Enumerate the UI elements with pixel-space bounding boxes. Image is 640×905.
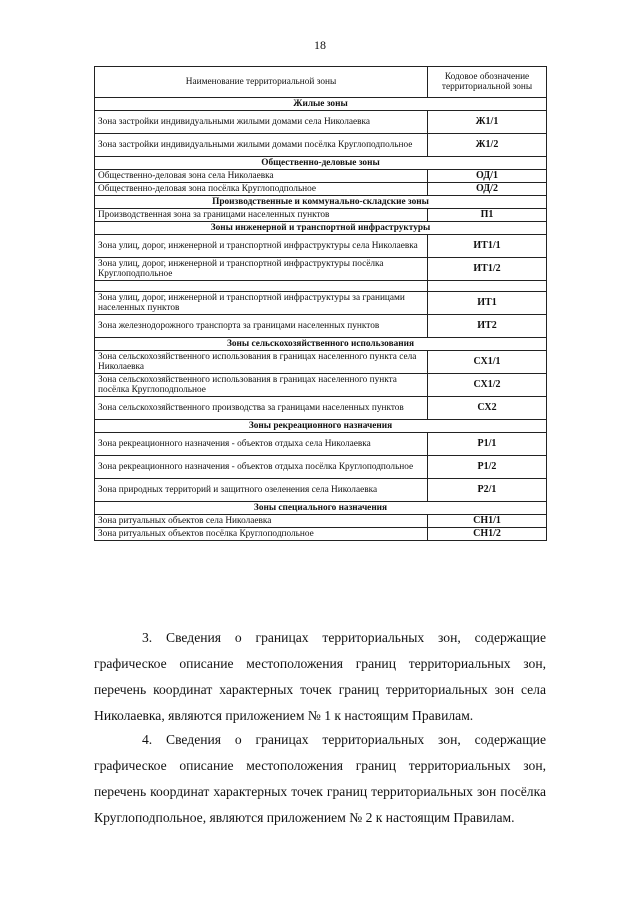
- group-title: Жилые зоны: [95, 98, 547, 111]
- zone-code: ИТ1/1: [428, 235, 547, 258]
- zone-name: Зона ритуальных объектов посёлка Круглоподпольное: [95, 528, 428, 541]
- header-zone-name: Наименование территориальной зоны: [95, 67, 428, 98]
- empty-row: [95, 281, 547, 292]
- zone-name: Зона сельскохозяйственного использования в границах населенного пункта посёлка Круглоподпольное: [95, 374, 428, 397]
- zone-code: СХ2: [428, 397, 547, 420]
- table-row: [95, 528, 547, 541]
- zone-name: Зона улиц, дорог, инженерной и транспортной инфраструктуры за границами населенных пунктов: [95, 292, 428, 315]
- table-row: [95, 374, 547, 397]
- zone-code: ОД/2: [428, 183, 547, 196]
- zone-name: Зона рекреационного назначения - объектов отдыха села Николаевка: [95, 433, 428, 456]
- zone-code: П1: [428, 209, 547, 222]
- zone-code: СХ1/1: [428, 351, 547, 374]
- table-row: [95, 111, 547, 134]
- page-number: 18: [314, 38, 326, 52]
- zone-code: ИТ2: [428, 315, 547, 338]
- group-row: [95, 502, 547, 515]
- table-row: [95, 183, 547, 196]
- group-row: [95, 196, 547, 209]
- table-row: [95, 433, 547, 456]
- zone-code: Р1/1: [428, 433, 547, 456]
- zone-code: ИТ1/2: [428, 258, 547, 281]
- zone-name: Производственная зона за границами населенных пунктов: [95, 209, 428, 222]
- zone-code: Ж1/1: [428, 111, 547, 134]
- zone-code: Р2/1: [428, 479, 547, 502]
- group-row: [95, 338, 547, 351]
- zone-code: ИТ1: [428, 292, 547, 315]
- paragraph-appendix-1: 3. Сведения о границах территориальных зон, содержащие графическое описание местоположения границ территориальных зон, перечень координат характерных точек границ территориальных зон села Николаевка, являются приложением № 1 к настоящим Правилам.: [94, 630, 546, 723]
- zone-name: Зона ритуальных объектов села Николаевка: [95, 515, 428, 528]
- table-row: [95, 209, 547, 222]
- group-title: Производственные и коммунально-складские зоны: [95, 196, 547, 209]
- zone-code: СХ1/2: [428, 374, 547, 397]
- zone-name: Зона сельскохозяйственного производства за границами населенных пунктов: [95, 397, 428, 420]
- zone-code: Р1/2: [428, 456, 547, 479]
- group-row: [95, 222, 547, 235]
- zone-code: СН1/2: [428, 528, 547, 541]
- header-zone-code: Кодовое обозначение территориальной зоны: [428, 67, 547, 98]
- empty-cell: [428, 281, 547, 292]
- group-title: Зоны инженерной и транспортной инфраструктуры: [95, 222, 547, 235]
- zone-name: Зона природных территорий и защитного озеленения села Николаевка: [95, 479, 428, 502]
- paragraph-appendix-2: 4. Сведения о границах территориальных зон, содержащие графическое описание местоположения границ территориальных зон, перечень координат характерных точек границ территориальных зон посёлка Круглоподпольное, являются приложением № 2 к настоящим Правилам.: [94, 732, 546, 825]
- group-title: Зоны специального назначения: [95, 502, 547, 515]
- table-row: [95, 456, 547, 479]
- zone-name: Зона сельскохозяйственного использования в границах населенного пункта села Николаевка: [95, 351, 428, 374]
- table-row: [95, 258, 547, 281]
- zone-name: Зона застройки индивидуальными жилыми домами посёлка Круглоподпольное: [95, 134, 428, 157]
- table-header-row: [95, 67, 547, 98]
- zone-name: Зона рекреационного назначения - объектов отдыха посёлка Круглоподпольное: [95, 456, 428, 479]
- table-row: [95, 170, 547, 183]
- zone-name: Зона застройки индивидуальными жилыми домами села Николаевка: [95, 111, 428, 134]
- zone-name: Зона улиц, дорог, инженерной и транспортной инфраструктуры села Николаевка: [95, 235, 428, 258]
- group-row: [95, 420, 547, 433]
- zone-code: ОД/1: [428, 170, 547, 183]
- table-row: [95, 292, 547, 315]
- table-row: [95, 315, 547, 338]
- group-row: [95, 98, 547, 111]
- table-row: [95, 515, 547, 528]
- zone-code: Ж1/2: [428, 134, 547, 157]
- zone-code: СН1/1: [428, 515, 547, 528]
- table-row: [95, 479, 547, 502]
- territorial-zones-table: [94, 66, 547, 541]
- table-row: [95, 235, 547, 258]
- zone-name: Общественно-деловая зона посёлка Круглоподпольное: [95, 183, 428, 196]
- table-row: [95, 397, 547, 420]
- group-row: [95, 157, 547, 170]
- table-row: [95, 351, 547, 374]
- group-title: Общественно-деловые зоны: [95, 157, 547, 170]
- zone-name: Зона железнодорожного транспорта за границами населенных пунктов: [95, 315, 428, 338]
- zone-name: Общественно-деловая зона села Николаевка: [95, 170, 428, 183]
- group-title: Зоны рекреационного назначения: [95, 420, 547, 433]
- table-row: [95, 134, 547, 157]
- empty-cell: [95, 281, 428, 292]
- group-title: Зоны сельскохозяйственного использования: [95, 338, 547, 351]
- zone-name: Зона улиц, дорог, инженерной и транспортной инфраструктуры посёлка Круглоподпольное: [95, 258, 428, 281]
